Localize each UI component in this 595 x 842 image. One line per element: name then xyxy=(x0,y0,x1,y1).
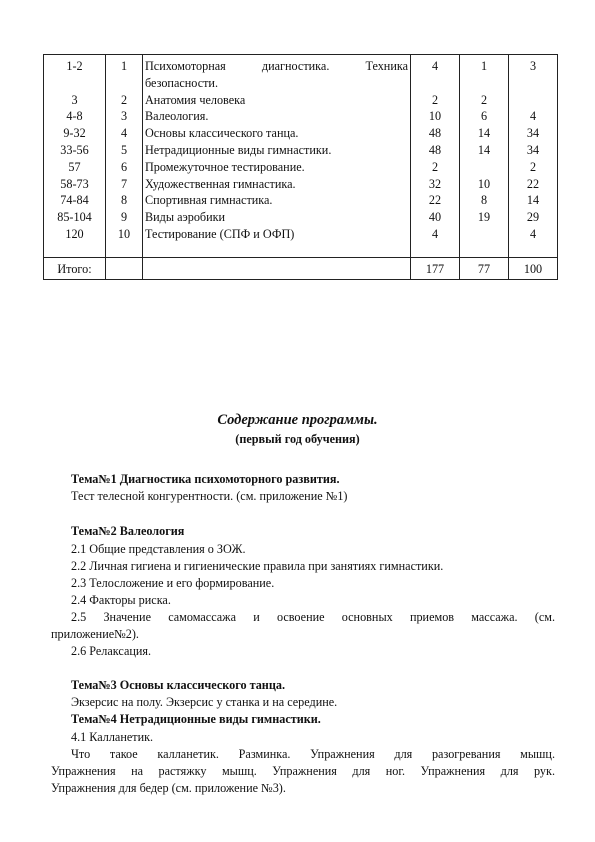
table-cell: 29 xyxy=(526,210,540,225)
table-cell: 85-104 xyxy=(57,210,92,225)
table-cell: Психомоторная диагностика. Техника xyxy=(145,59,408,73)
table-cell: 48 xyxy=(428,126,442,141)
table-cell: 1-2 xyxy=(66,59,83,73)
table-cell: 4 xyxy=(529,226,537,241)
table-cell: 19 xyxy=(477,210,491,225)
table-cell: 4 xyxy=(120,126,128,141)
theme2-item: 2.6 Релаксация. xyxy=(71,644,152,658)
empty-cell xyxy=(143,257,411,279)
total-hours-column xyxy=(411,55,460,258)
table-cell: Промежуточное тестирование. xyxy=(145,159,305,174)
table-cell: 4 xyxy=(431,59,439,73)
theme3-text: Экзерсис на полу. Экзерсис у станка и на середине. xyxy=(71,695,338,709)
table-cell: 74-84 xyxy=(60,193,89,208)
program-content-subtitle: (первый год обучения) xyxy=(235,432,360,446)
table-cell: 10 xyxy=(428,109,442,124)
theme2-item: 2.5 Значение самомассажа и освоение основных приемов массажа. (см. xyxy=(71,610,555,624)
theme2-item: 2.1 Общие представления о ЗОЖ. xyxy=(71,542,246,556)
table-cell: 58-73 xyxy=(60,176,89,191)
total-label: Итого: xyxy=(44,257,106,279)
lesson-plan-table xyxy=(43,54,558,280)
lesson-numbers-column xyxy=(44,55,106,258)
topic-numbers-column xyxy=(106,55,143,258)
table-cell: 2 xyxy=(529,159,537,174)
theme1-text: Тест телесной конгурентности. (см. приложение №1) xyxy=(71,489,348,503)
table-cell: 48 xyxy=(428,142,442,157)
table-cell: Виды аэробики xyxy=(145,210,226,225)
table-cell: 10 xyxy=(477,176,491,191)
table-cell: 9-32 xyxy=(63,126,86,141)
table-cell: 3 xyxy=(71,92,78,107)
theme1-title: Тема№1 Диагностика психомоторного развития. xyxy=(71,472,340,486)
table-cell: 4-8 xyxy=(66,109,83,124)
table-cell: безопасности. xyxy=(145,75,219,90)
table-cell: Спортивная гимнастика. xyxy=(145,193,273,208)
table-cell: 22 xyxy=(428,193,442,208)
table-cell: 4 xyxy=(529,109,537,124)
table-cell: 14 xyxy=(526,193,540,208)
theory-hours-value: 77 xyxy=(460,257,509,279)
theme2-title: Тема№2 Валеология xyxy=(71,524,185,538)
table-cell: 2 xyxy=(431,159,439,174)
practice-hours-column xyxy=(509,55,558,258)
table-row-total xyxy=(44,257,558,279)
theme4-item: 4.1 Калланетик. xyxy=(71,730,154,744)
table-row-main xyxy=(44,55,558,258)
table-cell: 34 xyxy=(526,126,540,141)
theme2-item: приложение№2). xyxy=(51,627,139,641)
table-cell: 8 xyxy=(120,193,128,208)
table-cell: Тестирование (СПФ и ОФП) xyxy=(145,226,295,241)
theme4-text: Упражнения на растяжку мышц. Упражнения для ног. Упражнения для рук. xyxy=(51,764,555,778)
table-cell: 34 xyxy=(526,142,540,157)
theme4-text: Что такое калланетик. Разминка. Упражнения для разогревания мышц. xyxy=(71,747,555,761)
table-cell: 22 xyxy=(526,176,540,191)
table-cell: 6 xyxy=(120,159,128,174)
table-cell: 14 xyxy=(477,142,491,157)
table-cell: 1 xyxy=(120,59,128,73)
table-cell: 2 xyxy=(480,92,488,107)
theme3-title: Тема№3 Основы классического танца. xyxy=(71,678,285,692)
table-cell: 33-56 xyxy=(60,142,89,157)
table-cell: 10 xyxy=(117,226,131,241)
practice-hours-value: 100 xyxy=(509,257,558,279)
table-cell: Художественная гимнастика. xyxy=(145,176,296,191)
table-cell: 14 xyxy=(477,126,491,141)
total-hours-value: 177 xyxy=(411,257,460,279)
table-cell: Основы классического танца. xyxy=(145,126,299,141)
theory-hours-column xyxy=(460,55,509,258)
program-content-title: Содержание программы. xyxy=(217,412,378,428)
table-cell: Валеология. xyxy=(145,109,209,124)
table-cell: 32 xyxy=(428,176,442,191)
table-cell: 40 xyxy=(428,210,442,225)
theme2-item: 2.3 Телосложение и его формирование. xyxy=(71,576,275,590)
table-cell: 3 xyxy=(120,109,128,124)
table-cell: Анатомия человека xyxy=(145,92,246,107)
table-cell: 7 xyxy=(120,176,128,191)
theme2-item: 2.2 Личная гигиена и гигиенические правила при занятиях гимнастики. xyxy=(71,559,444,573)
topic-names-column xyxy=(143,55,411,258)
table-cell: 4 xyxy=(431,226,439,241)
theme2-item: 2.4 Факторы риска. xyxy=(71,593,171,607)
table-cell: 2 xyxy=(120,92,128,107)
table-cell: 1 xyxy=(480,59,488,73)
theme4-text: Упражнения для бедер (см. приложение №3). xyxy=(51,781,286,795)
table-cell: 9 xyxy=(120,210,128,225)
table-cell: Нетрадиционные виды гимнастики. xyxy=(145,142,332,157)
empty-cell xyxy=(106,257,143,279)
table-cell: 120 xyxy=(65,226,84,241)
table-cell: 57 xyxy=(68,159,81,174)
table-cell: 8 xyxy=(480,193,488,208)
theme4-title: Тема№4 Нетрадиционные виды гимнастики. xyxy=(71,712,321,726)
table-cell: 2 xyxy=(431,92,439,107)
table-cell: 6 xyxy=(480,109,488,124)
table-cell: 5 xyxy=(120,142,128,157)
table-cell: 3 xyxy=(529,59,537,73)
